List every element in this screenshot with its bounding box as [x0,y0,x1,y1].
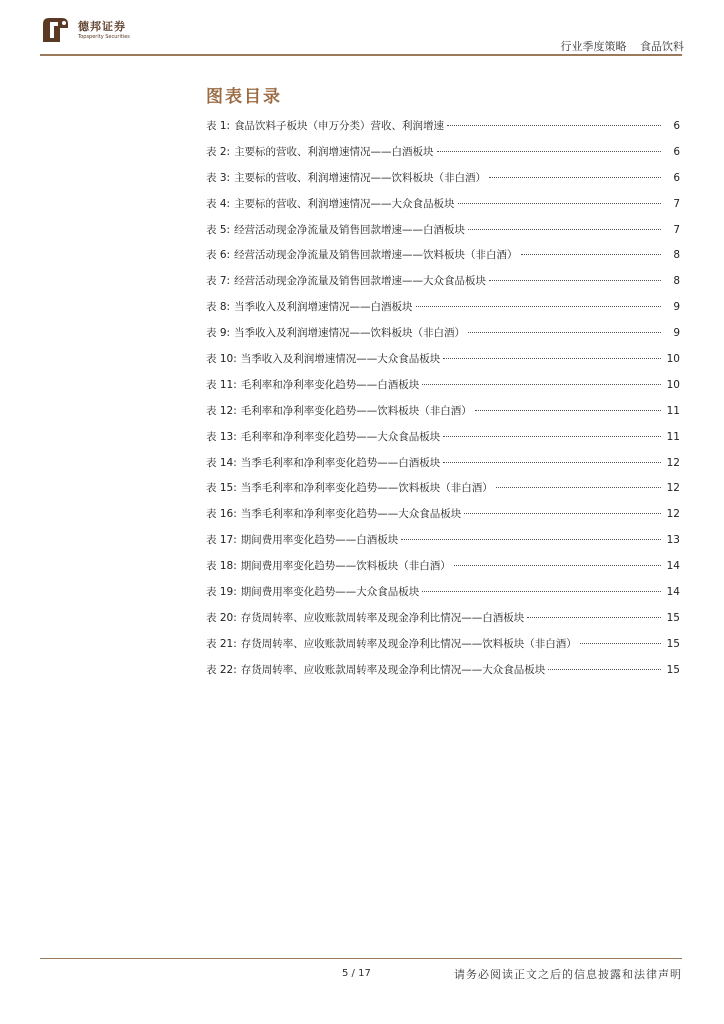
toc-entry-label: 表 7: [206,275,231,288]
toc-entry-text [206,584,419,599]
toc-entry-text [206,480,493,495]
toc-entry-text [206,144,434,159]
toc-page-number: 9 [673,327,680,340]
toc-entry-title: 当季收入及利润增速情况——大众食品板块 [240,353,441,366]
toc-entry-text [206,662,545,677]
toc-entry-title: 存货周转率、应收账款周转率及现金净利比情况——饮料板块（非白酒） [240,637,577,650]
toc-entry-title: 存货周转率、应收账款周转率及现金净利比情况——白酒板块 [240,611,525,624]
toc-entry-title: 当季收入及利润增速情况——饮料板块（非白酒） [234,327,466,340]
toc-entry[interactable] [206,532,680,558]
toc-page-number: 15 [666,637,680,650]
toc-leader-dots [401,539,661,540]
footer-divider [40,958,682,959]
toc-entry-title: 期间费用率变化趋势——大众食品板块 [240,586,420,599]
toc-entry-title: 食品饮料子板块（申万分类）营收、利润增速 [234,120,445,132]
report-type-label: 行业季度策略 [560,40,627,53]
toc-entry-label: 表 11: [206,378,237,391]
toc-page-number: 11 [666,404,680,417]
toc-entry-label: 表 3: [206,171,231,184]
toc-entry-label: 表 2: [206,145,231,158]
toc-page-number: 7 [673,197,680,210]
toc-entry-text [206,299,413,314]
toc-entry-label: 表 13: [206,430,237,443]
toc-page-number: 6 [673,145,680,158]
toc-entry-title: 期间费用率变化趋势——白酒板块 [240,534,399,547]
toc-title: 图表目录 [206,87,282,107]
toc-entry-text [206,196,455,211]
toc-leader-dots [580,643,661,644]
toc-entry[interactable] [206,636,680,662]
toc-leader-dots [527,617,661,618]
toc-page-number: 10 [666,353,680,366]
toc-leader-dots [443,358,661,359]
toc-page-number: 8 [673,249,680,262]
toc-entry-text [206,247,518,262]
toc-entry[interactable] [206,299,680,325]
toc-entry-label: 表 18: [206,560,237,573]
toc-entry-title: 经营活动现金净流量及销售回款增速——大众食品板块 [234,275,487,288]
toc-entry-text [206,325,465,340]
toc-page-number: 6 [673,120,680,132]
toc-entry-text [206,455,440,470]
toc-leader-dots [489,280,661,281]
toc-entry-label: 表 12: [206,404,237,417]
toc-entry[interactable] [206,610,680,636]
toc-entry[interactable] [206,403,680,429]
toc-entry-title: 毛利率和净利率变化趋势——大众食品板块 [240,430,441,443]
toc-entry[interactable] [206,377,680,403]
toc-entry[interactable] [206,584,680,610]
logo-icon [40,14,72,46]
logo-text-en: Topsperity Securities [78,34,130,40]
toc-entry[interactable] [206,170,680,196]
toc-entry-text [206,403,472,418]
toc-leader-dots [447,125,661,126]
toc-entry-label: 表 22: [206,663,237,676]
toc-entry-label: 表 20: [206,611,237,624]
toc-page-number: 9 [673,301,680,314]
toc-entry-label: 表 15: [206,482,237,495]
toc-entry[interactable] [206,662,680,688]
toc-entry-label: 表 4: [206,197,231,210]
toc-page-number: 14 [666,560,680,573]
toc-entry-title: 主要标的营收、利润增速情况——饮料板块（非白酒） [234,171,487,184]
toc-leader-dots [464,513,661,514]
toc-entry-label: 表 17: [206,534,237,547]
toc-entry-title: 当季收入及利润增速情况——白酒板块 [234,301,413,314]
toc-page-number: 14 [666,586,680,599]
toc-entry-title: 存货周转率、应收账款周转率及现金净利比情况——大众食品板块 [240,663,546,676]
toc-page-number: 8 [673,275,680,288]
page-indicator: 5 / 17 [342,968,371,979]
toc-entry[interactable] [206,480,680,506]
toc-leader-dots [475,410,661,411]
toc-entry[interactable] [206,506,680,532]
toc-entry-label: 表 9: [206,327,231,340]
toc-entry[interactable] [206,222,680,248]
toc-page-number: 15 [666,663,680,676]
toc-entry-text [206,636,577,651]
toc-entry-label: 表 10: [206,353,237,366]
toc-page-number: 10 [666,378,680,391]
toc-entry[interactable] [206,455,680,481]
toc-leader-dots [458,203,661,204]
toc-entry-title: 期间费用率变化趋势——饮料板块（非白酒） [240,560,451,573]
toc-entry[interactable] [206,429,680,455]
toc-entry[interactable] [206,558,680,584]
toc-entry-text [206,377,419,392]
toc-entry-title: 当季毛利率和净利率变化趋势——白酒板块 [240,456,441,469]
disclaimer-text: 请务必阅读正文之后的信息披露和法律声明 [454,968,682,981]
toc-entry-title: 当季毛利率和净利率变化趋势——大众食品板块 [240,508,462,521]
toc-entry[interactable] [206,247,680,273]
toc-entry-title: 当季毛利率和净利率变化趋势——饮料板块（非白酒） [240,482,493,495]
toc-entry-text [206,170,486,185]
toc-entry-label: 表 14: [206,456,237,469]
toc-entry[interactable] [206,144,680,170]
company-logo [40,14,140,50]
toc-entry-label: 表 21: [206,637,237,650]
table-of-contents [206,118,680,688]
toc-entry-title: 经营活动现金净流量及销售回款增速——白酒板块 [234,223,466,236]
toc-entry-text [206,118,444,133]
toc-page-number: 11 [666,430,680,443]
toc-entry-label: 表 19: [206,586,237,599]
toc-leader-dots [437,151,661,152]
toc-entry[interactable] [206,118,680,144]
toc-entry-text [206,610,524,625]
toc-leader-dots [521,254,661,255]
toc-page-number: 7 [673,223,680,236]
toc-page-number: 12 [666,508,680,521]
toc-entry-title: 毛利率和净利率变化趋势——饮料板块（非白酒） [240,404,472,417]
toc-entry[interactable] [206,325,680,351]
page-header [0,0,724,60]
toc-entry-text [206,558,451,573]
toc-entry-label: 表 1: [206,120,231,132]
toc-entry-text [206,506,461,521]
header-category [551,38,685,54]
toc-entry-label: 表 6: [206,249,231,262]
toc-leader-dots [468,229,661,230]
toc-entry-title: 毛利率和净利率变化趋势——白酒板块 [240,378,420,391]
toc-page-number: 13 [666,534,680,547]
toc-leader-dots [454,565,661,566]
toc-page-number: 6 [673,171,680,184]
toc-leader-dots [548,669,661,670]
toc-entry-text [206,351,440,366]
toc-leader-dots [416,306,661,307]
toc-page-number: 12 [666,482,680,495]
toc-entry-label: 表 8: [206,301,231,314]
toc-leader-dots [468,332,661,333]
logo-text-cn: 德邦证券 [78,20,126,33]
toc-page-number: 15 [666,611,680,624]
toc-leader-dots [496,487,661,488]
toc-entry-text [206,222,465,237]
toc-leader-dots [422,384,661,385]
toc-page-number: 12 [666,456,680,469]
toc-entry-title: 主要标的营收、利润增速情况——大众食品板块 [234,197,455,210]
toc-entry[interactable] [206,273,680,299]
sector-label: 食品饮料 [640,40,684,53]
header-divider [40,54,682,56]
toc-entry-title: 经营活动现金净流量及销售回款增速——饮料板块（非白酒） [234,249,518,262]
toc-leader-dots [422,591,661,592]
toc-entry-text [206,429,440,444]
toc-leader-dots [443,462,661,463]
toc-leader-dots [443,436,661,437]
toc-entry-label: 表 5: [206,223,231,236]
toc-leader-dots [489,177,661,178]
toc-entry[interactable] [206,351,680,377]
toc-entry[interactable] [206,196,680,222]
toc-entry-label: 表 16: [206,508,237,521]
toc-entry-text [206,273,486,288]
toc-entry-title: 主要标的营收、利润增速情况——白酒板块 [234,145,434,158]
toc-entry-text [206,532,398,547]
